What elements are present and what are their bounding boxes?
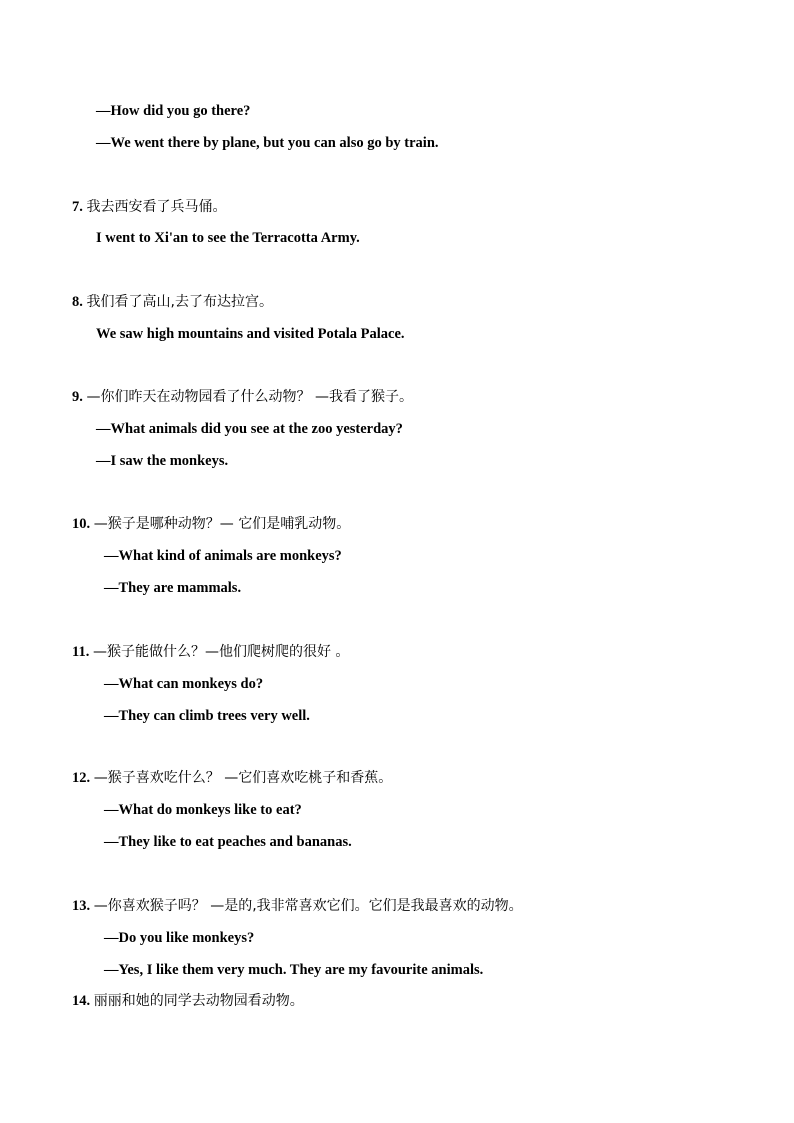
english-translation: —I saw the monkeys. (96, 453, 229, 469)
english-translation: I went to Xi'an to see the Terracotta Army. (96, 230, 360, 246)
answer-line: —We went there by plane, but you can also go by train. (96, 135, 439, 151)
item-number: 10. (72, 516, 91, 532)
item-number: 11. (72, 644, 90, 660)
chinese-sentence: —你们昨天在动物园看了什么动物？ —我看了猴子。 (86, 389, 413, 405)
item-11-prompt (72, 643, 349, 661)
english-translation: —They are mammals. (104, 580, 242, 596)
english-translation: —What animals did you see at the zoo yesterday? (96, 421, 403, 437)
item-number: 13. (72, 898, 91, 914)
item-number: 8. (72, 294, 83, 310)
english-translation: —Do you like monkeys? (104, 930, 255, 946)
item-number: 14. (72, 993, 91, 1009)
item-7-prompt (72, 198, 227, 216)
chinese-sentence: 我们看了高山,去了布达拉宫。 (86, 294, 273, 310)
english-translation: —They like to eat peaches and bananas. (104, 834, 352, 850)
item-number: 12. (72, 770, 91, 786)
chinese-sentence: —猴子是哪种动物？— 它们是哺乳动物。 (93, 516, 351, 532)
chinese-sentence: 丽丽和她的同学去动物园看动物。 (93, 993, 304, 1009)
chinese-sentence: 我去西安看了兵马俑。 (86, 199, 227, 215)
chinese-sentence: —猴子喜欢吃什么？ —它们喜欢吃桃子和香蕉。 (93, 770, 393, 786)
item-10-prompt (72, 515, 350, 533)
chinese-sentence: —猴子能做什么？—他们爬树爬的很好 。 (92, 644, 350, 660)
english-translation: —What do monkeys like to eat? (104, 802, 302, 818)
answer-line: —How did you go there? (96, 103, 251, 119)
english-translation: —Yes, I like them very much. They are my favourite animals. (104, 962, 484, 978)
item-number: 7. (72, 199, 83, 215)
item-13-prompt (72, 897, 523, 915)
item-8-prompt (72, 293, 273, 311)
item-12-prompt (72, 769, 392, 787)
english-translation: —They can climb trees very well. (104, 708, 310, 724)
english-translation: We saw high mountains and visited Potala Palace. (96, 326, 405, 342)
english-translation: —What can monkeys do? (104, 676, 264, 692)
item-9-prompt (72, 388, 413, 406)
item-14-prompt (72, 992, 304, 1010)
item-number: 9. (72, 389, 83, 405)
chinese-sentence: —你喜欢猴子吗？ —是的,我非常喜欢它们。它们是我最喜欢的动物。 (93, 898, 523, 914)
english-translation: —What kind of animals are monkeys? (104, 548, 342, 564)
